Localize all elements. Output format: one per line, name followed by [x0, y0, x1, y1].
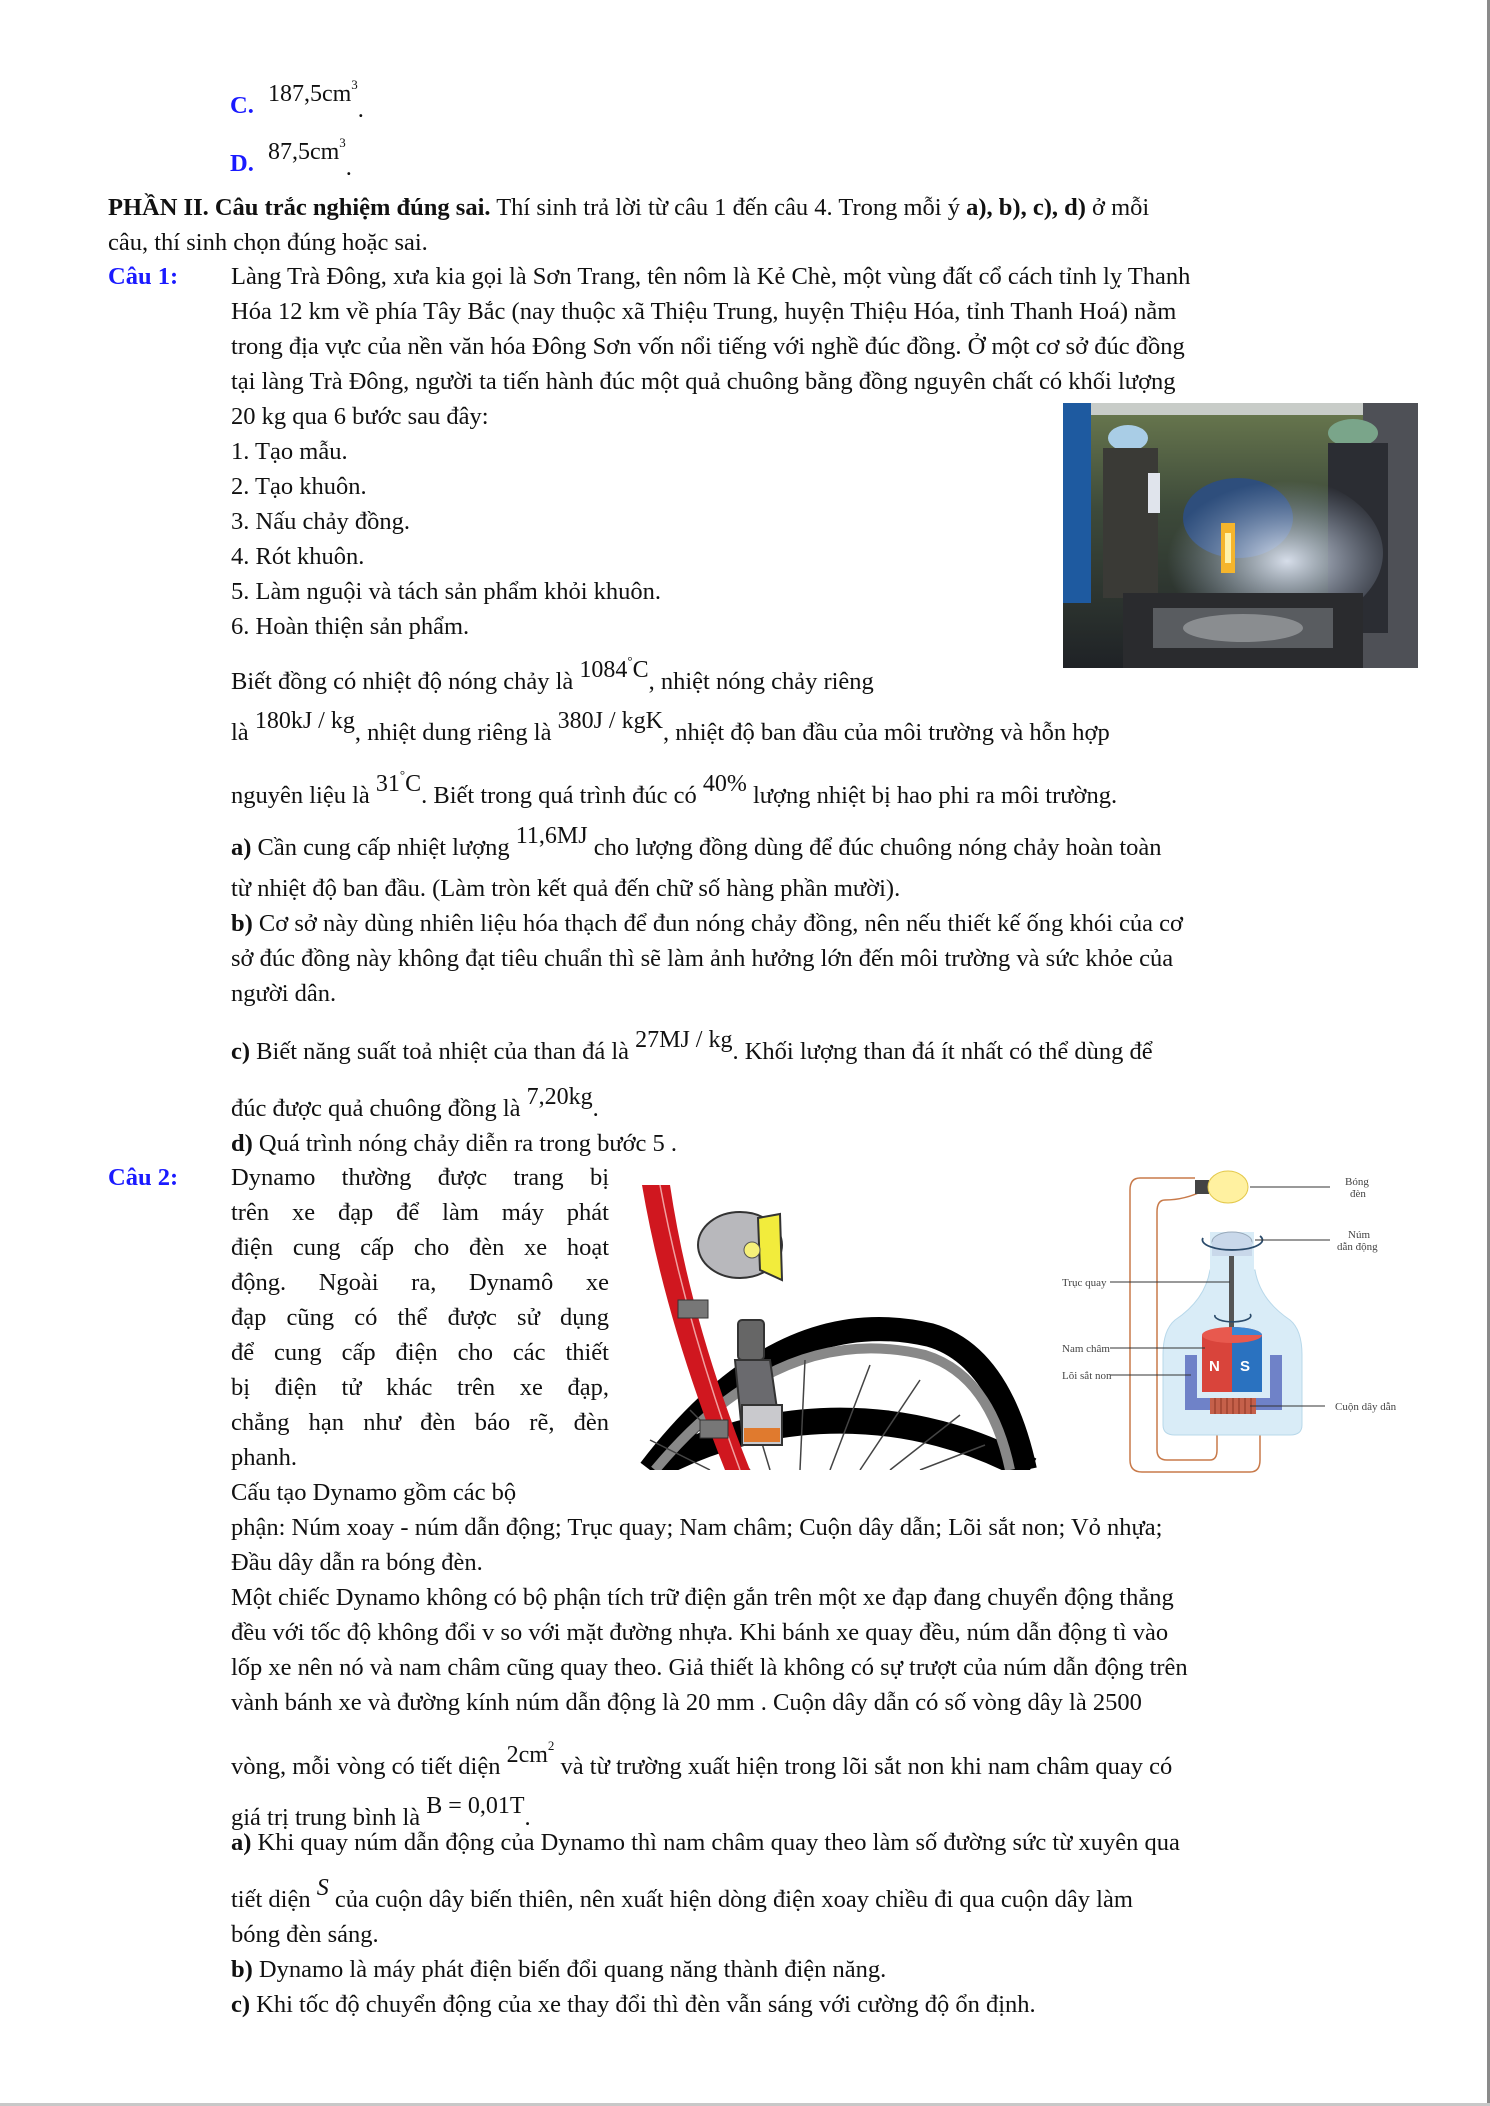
statement-label: b) [231, 910, 253, 937]
answer-value-text: 187,5cm [267, 81, 352, 107]
q1-step: 6. Hoàn thiện sản phẩm. [231, 613, 470, 640]
q2-intro-line: trên xe đạp để làm máy phát [231, 1199, 609, 1226]
answer-option-d: D. $87,5cm^3$. [230, 135, 352, 181]
part2-instructions-line2: câu, thí sinh chọn đúng hoặc sai. [108, 229, 428, 256]
q1-step: 5. Làm nguội và tách sản phẩm khỏi khuôn. [231, 578, 662, 605]
text: đúc được quả chuông đồng là [231, 1095, 527, 1122]
text: Cần cung cấp nhiệt lượng [251, 834, 516, 861]
q2-structure-line: phận: Núm xoay - núm dẫn động; Trục quay; Nam châm; Cuộn dây dẫn; Lõi sắt non; Vỏ nhựa; [231, 1514, 1163, 1541]
dynamo-cross-section-diagram [1045, 1160, 1425, 1480]
text: . Khối lượng than đá ít nhất có thể dùng để [732, 1038, 1153, 1065]
coil-area [506, 1738, 555, 1768]
q2-intro-line: động. Ngoài ra, Dynamô xe [231, 1269, 609, 1296]
label-bulb: Bóng [1345, 1176, 1369, 1188]
text: lượng nhiệt bị hao phi ra môi trường. [746, 782, 1118, 809]
text: Dynamo là máy phát điện biến đổi quang năng thành điện năng. [252, 1956, 887, 1983]
q2-intro-line: phanh. [231, 1444, 297, 1471]
text: vòng, mỗi vòng có tiết diện [231, 1753, 507, 1780]
q1-given-line1 [231, 653, 874, 700]
q1-statement-c-line2 [231, 1084, 599, 1127]
q1-given-line3 [231, 767, 1118, 814]
q2-statement-c [231, 1987, 1036, 2022]
part2-instructions [108, 190, 1149, 225]
q2-intro-line: chẳng hạn như đèn báo rẽ, đèn [231, 1409, 609, 1436]
bronze-casting-photo [1063, 403, 1418, 668]
q1-statement-c [231, 1027, 1153, 1070]
q1-intro-line: Làng Trà Đông, xưa kia gọi là Sơn Trang, tên nôm là Kẻ Chè, một vùng đất cổ cách tỉnh lỵ Thanh [231, 263, 1191, 290]
text: Cơ sở này dùng nhiên liệu hóa thạch để đun nóng chảy đồng, nên nếu thiết kế ống khói của cơ [252, 910, 1183, 937]
q2-intro-line: bị điện tử khác trên xe đạp, [231, 1374, 609, 1401]
q2-scenario-line: đều với tốc độ không đổi v so với mặt đường nhựa. Khi bánh xe quay đều, núm dẫn động tì vào [231, 1619, 1169, 1646]
answer-option-c: C. $187,5cm^3$. [230, 77, 364, 123]
magnet-s-label: S [1240, 1358, 1251, 1375]
text: Khi tốc độ chuyển động của xe thay đổi thì đèn vẫn sáng với cường độ ổn định. [250, 1991, 1036, 2018]
part2-title: PHẦN II. Câu trắc nghiệm đúng sai. [108, 194, 491, 221]
q1-statement-b [231, 906, 1183, 941]
area-symbol: S [316, 1875, 329, 1901]
text: giá trị trung bình là [231, 1804, 427, 1831]
instr-text: ở mỗi [1085, 194, 1150, 221]
question-2-label: Câu 2: [108, 1164, 179, 1191]
text: tiết diện [231, 1886, 317, 1913]
q1-statement-d [231, 1126, 677, 1161]
q2-scenario-line: vành bánh xe và đường kính núm dẫn động là 20 mm . Cuộn dây dẫn có số vòng dây là 2500 [231, 1689, 1142, 1716]
q1-statement-b-line: người dân. [231, 980, 337, 1007]
q2-intro-line: đạp cũng có thể được sử dụng [231, 1304, 609, 1331]
text: nguyên liệu là [231, 782, 376, 809]
q2-structure-line: Cấu tạo Dynamo gồm các bộ [231, 1479, 517, 1506]
exponent: 3 [339, 135, 346, 150]
q1-statement-a-line2: từ nhiệt độ ban đầu. (Làm tròn kết quả đến chữ số hàng phần mười). [231, 875, 901, 902]
melting-point: 1084°C [579, 653, 649, 683]
magnetic-field-value: B = 0,01T [426, 1793, 525, 1819]
statement-label: c) [231, 1991, 251, 2018]
q1-step: 1. Tạo mẫu. [231, 438, 348, 465]
statement-label: b) [231, 1956, 253, 1983]
statement-label: d) [231, 1130, 253, 1157]
unit: C [405, 771, 422, 797]
value: 31 [375, 771, 400, 797]
label-iron-core: Lõi sắt non [1062, 1370, 1112, 1382]
answer-letter: D. [230, 150, 254, 177]
label-magnet: Nam châm [1062, 1343, 1110, 1355]
bicycle-dynamo-illustration [630, 1170, 1040, 1470]
specific-heat: 380J / kgK [557, 708, 663, 734]
exponent: 3 [351, 77, 358, 92]
text: , nhiệt nóng chảy riêng [648, 668, 874, 695]
instr-text: Thí sinh trả lời từ câu 1 đến câu 4. Trong mỗi ý [490, 194, 967, 221]
q1-intro-line: Hóa 12 km về phía Tây Bắc (nay thuộc xã Thiệu Trung, huyện Thiệu Hóa, tỉnh Thanh Hoá) nằm [231, 298, 1177, 325]
answer-letter: C. [230, 92, 254, 119]
statement-label: a) [231, 1829, 252, 1856]
text: và từ trường xuất hiện trong lõi sắt non khi nam châm quay có [554, 1753, 1173, 1780]
exponent: 2 [547, 1738, 555, 1753]
q2-statement-a-line2 [231, 1875, 1133, 1918]
magnet-n-label: N [1209, 1358, 1220, 1375]
text: , nhiệt dung riêng là [354, 719, 558, 746]
q1-statement-b-line: sở đúc đồng này không đạt tiêu chuẩn thì sẽ làm ảnh hưởng lớn đến môi trường và sức khỏe của [231, 945, 1174, 972]
q1-statement-a [231, 823, 1162, 866]
q2-intro-line: để cung cấp điện cho các thiết [231, 1339, 609, 1366]
text: . [524, 1804, 531, 1831]
text: . Biết trong quá trình đúc có [421, 782, 703, 809]
text: Khi quay núm dẫn động của Dynamo thì nam châm quay theo làm số đường sức từ xuyên qua [251, 1829, 1180, 1856]
q2-statement-a [231, 1825, 1180, 1860]
answer-value-text: 87,5cm [267, 139, 340, 165]
text: , nhiệt độ ban đầu của môi trường và hỗn hợp [662, 719, 1110, 746]
q1-intro-line: tại làng Trà Đông, người ta tiến hành đúc một quả chuông bằng đồng nguyên chất có khối lượng [231, 368, 1176, 395]
text: của cuộn dây biến thiên, nên xuất hiện dòng điện xoay chiều đi qua cuộn dây làm [328, 1886, 1133, 1913]
text: Biết năng suất toả nhiệt của than đá là [250, 1038, 636, 1065]
text: . [592, 1095, 599, 1122]
q1-intro-line: trong địa vực của nền văn hóa Đông Sơn vốn nổi tiếng với nghề đúc đồng. Ở một cơ sở đúc đồng [231, 333, 1185, 360]
label-coil: Cuộn dây dẫn [1335, 1401, 1397, 1413]
q2-scenario-line: lốp xe nên nó và nam châm cũng quay theo. Giả thiết là không có sự trượt của núm dẫn động trên [231, 1654, 1188, 1681]
coal-mass: 7,20kg [526, 1084, 593, 1110]
q2-coil-area-line [231, 1738, 1173, 1785]
value: 1084 [579, 657, 628, 683]
heat-value: 11,6MJ [515, 823, 588, 849]
q2-statement-b [231, 1952, 886, 1987]
unit: C [632, 657, 649, 683]
label-knob-2: dẫn động [1337, 1241, 1378, 1253]
label-knob: Núm [1348, 1229, 1370, 1241]
text: là [231, 719, 255, 746]
q1-intro-line: 20 kg qua 6 bước sau đây: [231, 403, 489, 430]
text: cho lượng đồng dùng để đúc chuông nóng chảy hoàn toàn [587, 834, 1162, 861]
q1-step: 4. Rót khuôn. [231, 543, 365, 570]
statement-label: a) [231, 834, 252, 861]
label-bulb-2: đèn [1350, 1188, 1366, 1200]
coal-heat-value: 27MJ / kg [635, 1027, 733, 1053]
statement-label: c) [231, 1038, 251, 1065]
q1-step: 3. Nấu chảy đồng. [231, 508, 410, 535]
q2-structure-line: Đầu dây dẫn ra bóng đèn. [231, 1549, 483, 1576]
q1-given-line2 [231, 708, 1110, 751]
q1-step: 2. Tạo khuôn. [231, 473, 367, 500]
text: Quá trình nóng chảy diễn ra trong bước 5 . [252, 1130, 678, 1157]
instr-options: a), b), c), d) [966, 194, 1086, 221]
text: Biết đồng có nhiệt độ nóng chảy là [231, 668, 580, 695]
answer-value [267, 77, 358, 107]
q2-intro-line: Dynamo thường được trang bị [231, 1164, 609, 1191]
q2-statement-a-line3: bóng đèn sáng. [231, 1921, 379, 1948]
q2-intro-line: điện cung cấp cho đèn xe hoạt [231, 1234, 609, 1261]
value: 2cm [506, 1742, 548, 1768]
heat-loss: 40% [702, 771, 747, 797]
q2-scenario-line: Một chiếc Dynamo không có bộ phận tích trữ điện gắn trên một xe đạp đang chuyển động thẳng [231, 1584, 1174, 1611]
label-shaft: Trục quay [1062, 1277, 1107, 1289]
answer-value [267, 135, 346, 165]
initial-temp: 31°C [375, 767, 422, 797]
latent-heat: 180kJ / kg [254, 708, 355, 734]
question-1-label: Câu 1: [108, 263, 179, 290]
